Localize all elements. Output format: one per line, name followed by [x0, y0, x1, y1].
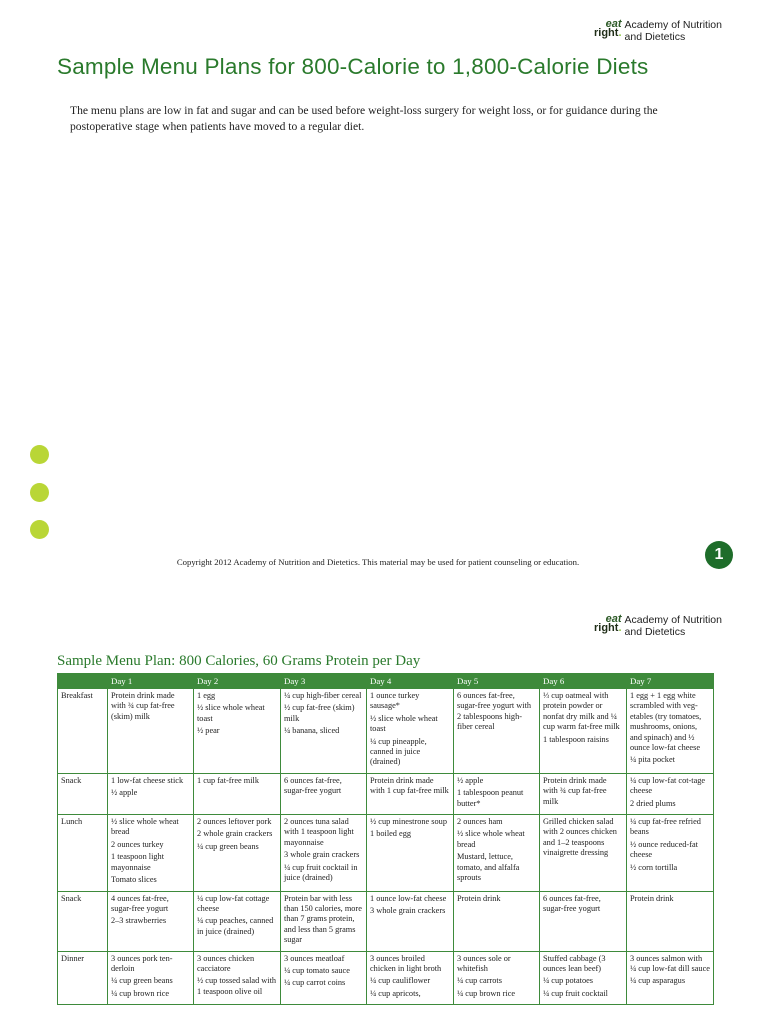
- menu-item: 2 dried plums: [630, 798, 676, 808]
- menu-item: ½ slice whole wheat bread: [457, 829, 525, 849]
- menu-item: ½ pear: [197, 726, 220, 736]
- table-header-row: [58, 674, 714, 689]
- menu-cell: [108, 891, 194, 951]
- menu-plan-table: [57, 673, 714, 1005]
- menu-cell: [627, 951, 714, 1005]
- menu-cell: [540, 891, 627, 951]
- column-header: Day 5: [454, 674, 540, 689]
- menu-item: ⅓ cup oatmeal with protein powder or nonfat dry milk and ¼ cup warm fat-free milk: [543, 691, 620, 732]
- table-row: [58, 773, 714, 814]
- menu-item: ¼ cup potatoes: [543, 976, 594, 986]
- menu-item: Protein drink: [457, 893, 501, 903]
- menu-item: ¼ cup apricots,: [370, 988, 421, 998]
- menu-item: ¼ cup asparagus: [630, 976, 686, 986]
- meal-label: Snack: [58, 773, 108, 814]
- bullet-dot: [30, 520, 49, 539]
- page-title: Sample Menu Plans for 800-Calorie to 1,800-Calorie Diets: [57, 54, 649, 79]
- menu-item: ¼ cup cauliflower: [370, 976, 431, 986]
- bullet-dot: [30, 445, 49, 464]
- menu-cell: [367, 689, 454, 774]
- column-header: [58, 674, 108, 689]
- column-header: Day 6: [540, 674, 627, 689]
- menu-cell: [367, 773, 454, 814]
- meal-label: Snack: [58, 891, 108, 951]
- menu-cell: [454, 773, 540, 814]
- menu-cell: [627, 773, 714, 814]
- menu-cell: [367, 891, 454, 951]
- copyright-notice: Copyright 2012 Academy of Nutrition and Dietetics. This material may be used for patient counseling or education.: [176, 557, 580, 567]
- menu-item: 1 teaspoon light mayonnaise: [111, 852, 165, 872]
- menu-item: Stuffed cabbage (3 ounces lean beef): [543, 953, 606, 973]
- menu-item: 6 ounces fat-free, sugar-free yogurt: [284, 775, 342, 796]
- menu-item: 1 ounce turkey sausage*: [370, 691, 420, 711]
- menu-cell: [194, 689, 281, 774]
- menu-cell: [281, 689, 367, 774]
- table-row: [58, 951, 714, 1005]
- menu-item: Protein bar with less than 150 calories, more than 7 grams protein, and less than 5 grams sugar: [284, 893, 362, 945]
- menu-cell: [454, 951, 540, 1005]
- academy-name: Academy of Nutrition and Dietetics: [624, 614, 722, 638]
- menu-item: Tomato slices: [111, 875, 157, 885]
- menu-item: 2 ounces tuna salad with 1 teaspoon light mayonnaise: [284, 817, 354, 847]
- menu-cell: [281, 951, 367, 1005]
- menu-item: Protein drink made with ¾ cup fat-free (skim) milk: [111, 691, 175, 721]
- menu-item: ½ cup tossed salad with 1 teaspoon olive oil: [197, 976, 277, 996]
- eat-right-logo-mark: eat right.: [594, 613, 622, 634]
- menu-plan-title: Sample Menu Plan: 800 Calories, 60 Grams Protein per Day: [57, 653, 421, 669]
- menu-item: 3 ounces broiled chicken in light broth: [370, 953, 442, 973]
- menu-item: 2 ounces ham: [457, 817, 503, 827]
- menu-item: ½ cup fat-free (skim) milk: [284, 703, 355, 723]
- menu-item: ½ cup minestrone soup: [370, 817, 447, 827]
- table-row: [58, 891, 714, 951]
- menu-item: ½ slice whole wheat toast: [370, 713, 438, 734]
- menu-cell: [108, 689, 194, 774]
- menu-item: ¼ cup low-fat cottage cheese: [197, 893, 270, 913]
- menu-item: ¼ cup tomato sauce: [284, 965, 350, 975]
- menu-item: 6 ounces fat-free, sugar-free yogurt: [543, 893, 601, 913]
- table-row: [58, 689, 714, 774]
- menu-item: 3 ounces sole or whitefish: [457, 953, 511, 973]
- menu-item: Grilled chicken salad with 2 ounces chicken and 1–2 teaspoons vinaigrette dressing: [543, 817, 617, 858]
- menu-cell: [281, 815, 367, 891]
- menu-item: ¼ cup peaches, canned in juice (drained): [197, 916, 274, 936]
- menu-item: ¼ cup fruit cocktail: [543, 988, 608, 998]
- menu-item: Protein drink made with ¾ cup fat-free milk: [543, 775, 607, 806]
- menu-cell: [540, 951, 627, 1005]
- menu-cell: [540, 815, 627, 891]
- menu-item: 1 cup fat-free milk: [197, 775, 259, 785]
- bullet-dot: [30, 483, 49, 502]
- academy-logo: [594, 615, 722, 638]
- menu-cell: [281, 773, 367, 814]
- academy-name: Academy of Nutrition and Dietetics: [624, 19, 722, 43]
- menu-item: ¼ pita pocket: [630, 755, 675, 765]
- menu-cell: [367, 951, 454, 1005]
- menu-item: ¼ cup carrot coins: [284, 978, 346, 988]
- menu-item: ¼ cup brown rice: [111, 988, 170, 998]
- menu-cell: [454, 689, 540, 774]
- menu-item: 3 ounces meatloaf: [284, 953, 345, 963]
- menu-cell: [194, 773, 281, 814]
- menu-item: 1 tablespoon raisins: [543, 734, 609, 744]
- eat-right-logo-mark: eat right.: [594, 18, 622, 39]
- menu-item: ¼ cup green beans: [111, 976, 173, 986]
- menu-item: ¼ cup brown rice: [457, 988, 516, 998]
- menu-cell: [454, 815, 540, 891]
- menu-cell: [108, 815, 194, 891]
- column-header: Day 3: [281, 674, 367, 689]
- menu-item: 4 ounces fat-free, sugar-free yogurt: [111, 893, 169, 913]
- column-header: Day 1: [108, 674, 194, 689]
- menu-item: 1 tablespoon peanut butter*: [457, 788, 524, 808]
- menu-item: 1 ounce low-fat cheese: [370, 893, 447, 903]
- menu-item: ½ ounce reduced-fat cheese: [630, 839, 698, 860]
- menu-cell: [281, 891, 367, 951]
- meal-label: Lunch: [58, 815, 108, 891]
- page-number-badge: 1: [705, 541, 733, 569]
- menu-item: 3 ounces salmon with ¼ cup low-fat dill sauce: [630, 953, 710, 973]
- menu-item: 6 ounces fat-free, sugar-free yogurt with 2 tablespoons high-fiber cereal: [457, 691, 532, 732]
- menu-item: ¼ cup pineapple, canned in juice (drained): [370, 736, 427, 767]
- menu-item: ¼ cup low-fat cot-tage cheese: [630, 775, 706, 796]
- menu-item: ¼ cup green beans: [197, 841, 259, 851]
- menu-item: 3 whole grain crackers: [370, 905, 446, 915]
- menu-item: ½ slice whole wheat bread: [111, 817, 179, 837]
- column-header: Day 4: [367, 674, 454, 689]
- menu-item: Mustard, lettuce, tomato, and alfalfa sprouts: [457, 852, 520, 883]
- menu-cell: [627, 815, 714, 891]
- academy-logo: [594, 20, 722, 43]
- menu-cell: [108, 773, 194, 814]
- meal-label: Dinner: [58, 951, 108, 1005]
- menu-item: ¼ banana, sliced: [284, 726, 340, 736]
- menu-item: 3 whole grain crackers: [284, 850, 360, 860]
- column-header: Day 2: [194, 674, 281, 689]
- menu-cell: [540, 689, 627, 774]
- menu-item: 1 egg + 1 egg white scrambled with veg-etables (try tomatoes, mushrooms, onions, and spinach) and ½ ounce low-fat cheese: [630, 691, 702, 753]
- menu-cell: [540, 773, 627, 814]
- menu-item: 1 boiled egg: [370, 829, 412, 839]
- menu-item: 1 egg: [197, 691, 216, 700]
- menu-item: ½ apple: [457, 775, 484, 785]
- menu-cell: [194, 815, 281, 891]
- menu-item: 3 ounces chicken cacciatore: [197, 953, 255, 973]
- menu-item: ½ corn tortilla: [630, 862, 678, 872]
- menu-cell: [627, 891, 714, 951]
- menu-item: Protein drink made with 1 cup fat-free milk: [370, 775, 449, 796]
- menu-item: ¼ cup fat-free refried beans: [630, 817, 701, 837]
- menu-cell: [108, 951, 194, 1005]
- menu-item: ¼ cup high-fiber cereal: [284, 691, 362, 700]
- menu-item: 2 ounces turkey: [111, 839, 164, 849]
- intro-paragraph: The menu plans are low in fat and sugar and can be used before weight-loss surgery for weight loss, or for guidance during the postoperative stage when patients have moved to a regular diet.: [70, 104, 658, 133]
- menu-item: Protein drink: [630, 893, 674, 903]
- menu-item: 2–3 strawberries: [111, 916, 167, 926]
- table-row: [58, 815, 714, 891]
- menu-item: ¼ cup fruit cocktail in juice (drained): [284, 862, 358, 883]
- menu-cell: [454, 891, 540, 951]
- menu-cell: [367, 815, 454, 891]
- menu-item: ¼ cup carrots: [457, 976, 502, 986]
- menu-item: 2 ounces leftover pork: [197, 817, 272, 827]
- column-header: Day 7: [627, 674, 714, 689]
- menu-cell: [194, 951, 281, 1005]
- menu-cell: [194, 891, 281, 951]
- menu-item: ½ apple: [111, 788, 138, 798]
- menu-item: 2 whole grain crackers: [197, 829, 273, 839]
- menu-item: 1 low-fat cheese stick: [111, 775, 184, 785]
- menu-item: 3 ounces pork ten-derloin: [111, 953, 173, 973]
- menu-cell: [627, 689, 714, 774]
- meal-label: Breakfast: [58, 689, 108, 774]
- menu-item: ½ slice whole wheat toast: [197, 703, 265, 723]
